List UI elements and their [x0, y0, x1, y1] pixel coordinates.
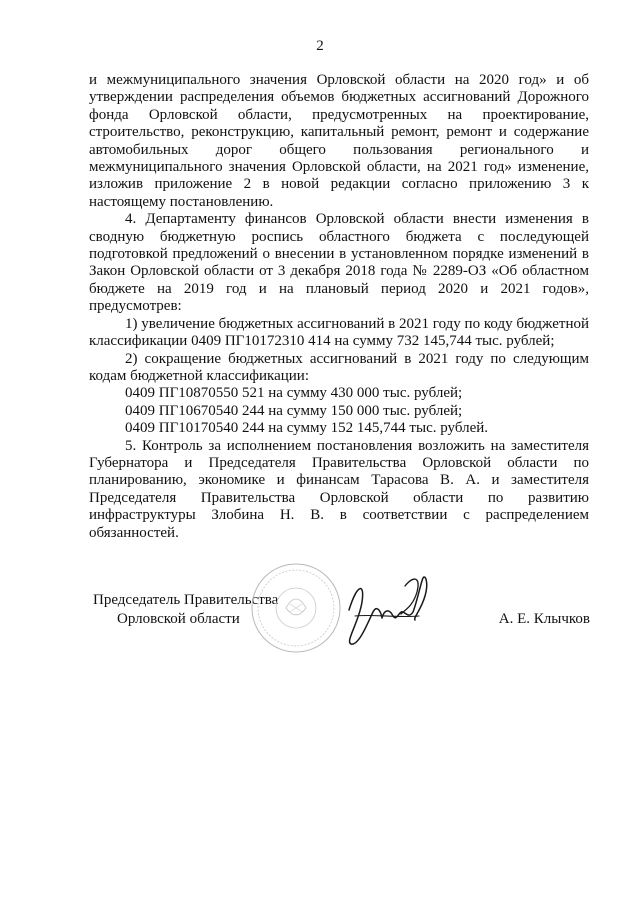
- official-seal-icon: [248, 560, 344, 656]
- signatory-title-line-1: Председатель Правительства: [93, 592, 279, 608]
- paragraph-4: 4. Департаменту финансов Орловской области внести изменения в сводную бюджетную роспись областного бюджета с последующей подготовкой предложений о внесении в установленном порядке изменений в Закон Орловской области от 3 декабря 2018 года № 2289-ОЗ «Об областном бюджете на 2019 год и на плановый период 2020 и 2021 годов», предусмотрев:: [89, 211, 589, 315]
- paragraph-continuation: и межмуниципального значения Орловской области на 2020 год» и об утверждении распределения объемов бюджетных ассигнований Дорожного фонда Орловской области, предусмотренных на проектирование, строительство, реконструкцию, капитальный ремонт, ремонт и содержание автомобильных дорог общего пользования регионального и межмуниципального значения Орловской области, на 2021 год» изменение, изложив приложение 2 в новой редакции согласно приложению 3 к настоящему постановлению.: [89, 72, 589, 210]
- budget-code-line: 0409 ПГ10670540 244 на сумму 150 000 тыс. рублей;: [125, 402, 463, 419]
- signatory-title-line-2: Орловской области: [117, 611, 240, 627]
- signatory-name: А. Е. Клычков: [498, 611, 590, 627]
- budget-code-line: 0409 ПГ10170540 244 на сумму 152 145,744 тыс. рублей.: [125, 420, 489, 437]
- handwritten-signature-icon: [335, 572, 435, 647]
- budget-code-line: 0409 ПГ10870550 521 на сумму 430 000 тыс. рублей;: [125, 385, 463, 402]
- paragraph-5: 5. Контроль за исполнением постановления возложить на заместителя Губернатора и Председателя Правительства Орловской области по планированию, экономике и финансам Тарасова В. А. и заместителя Председателя Правительства Орловской области по развитию инфраструктуры Злобина Н. В. в соответствии с распределением обязанностей.: [89, 437, 589, 541]
- paragraph-4-item-2: 2) сокращение бюджетных ассигнований в 2021 году по следующим кодам бюджетной классификации:: [89, 350, 589, 384]
- page-number: 2: [316, 38, 324, 54]
- document-body: [89, 72, 589, 542]
- paragraph-4-item-1: 1) увеличение бюджетных ассигнований в 2021 году по коду бюджетной классификации 0409 ПГ10172310 414 на сумму 732 145,744 тыс. рублей;: [89, 315, 589, 350]
